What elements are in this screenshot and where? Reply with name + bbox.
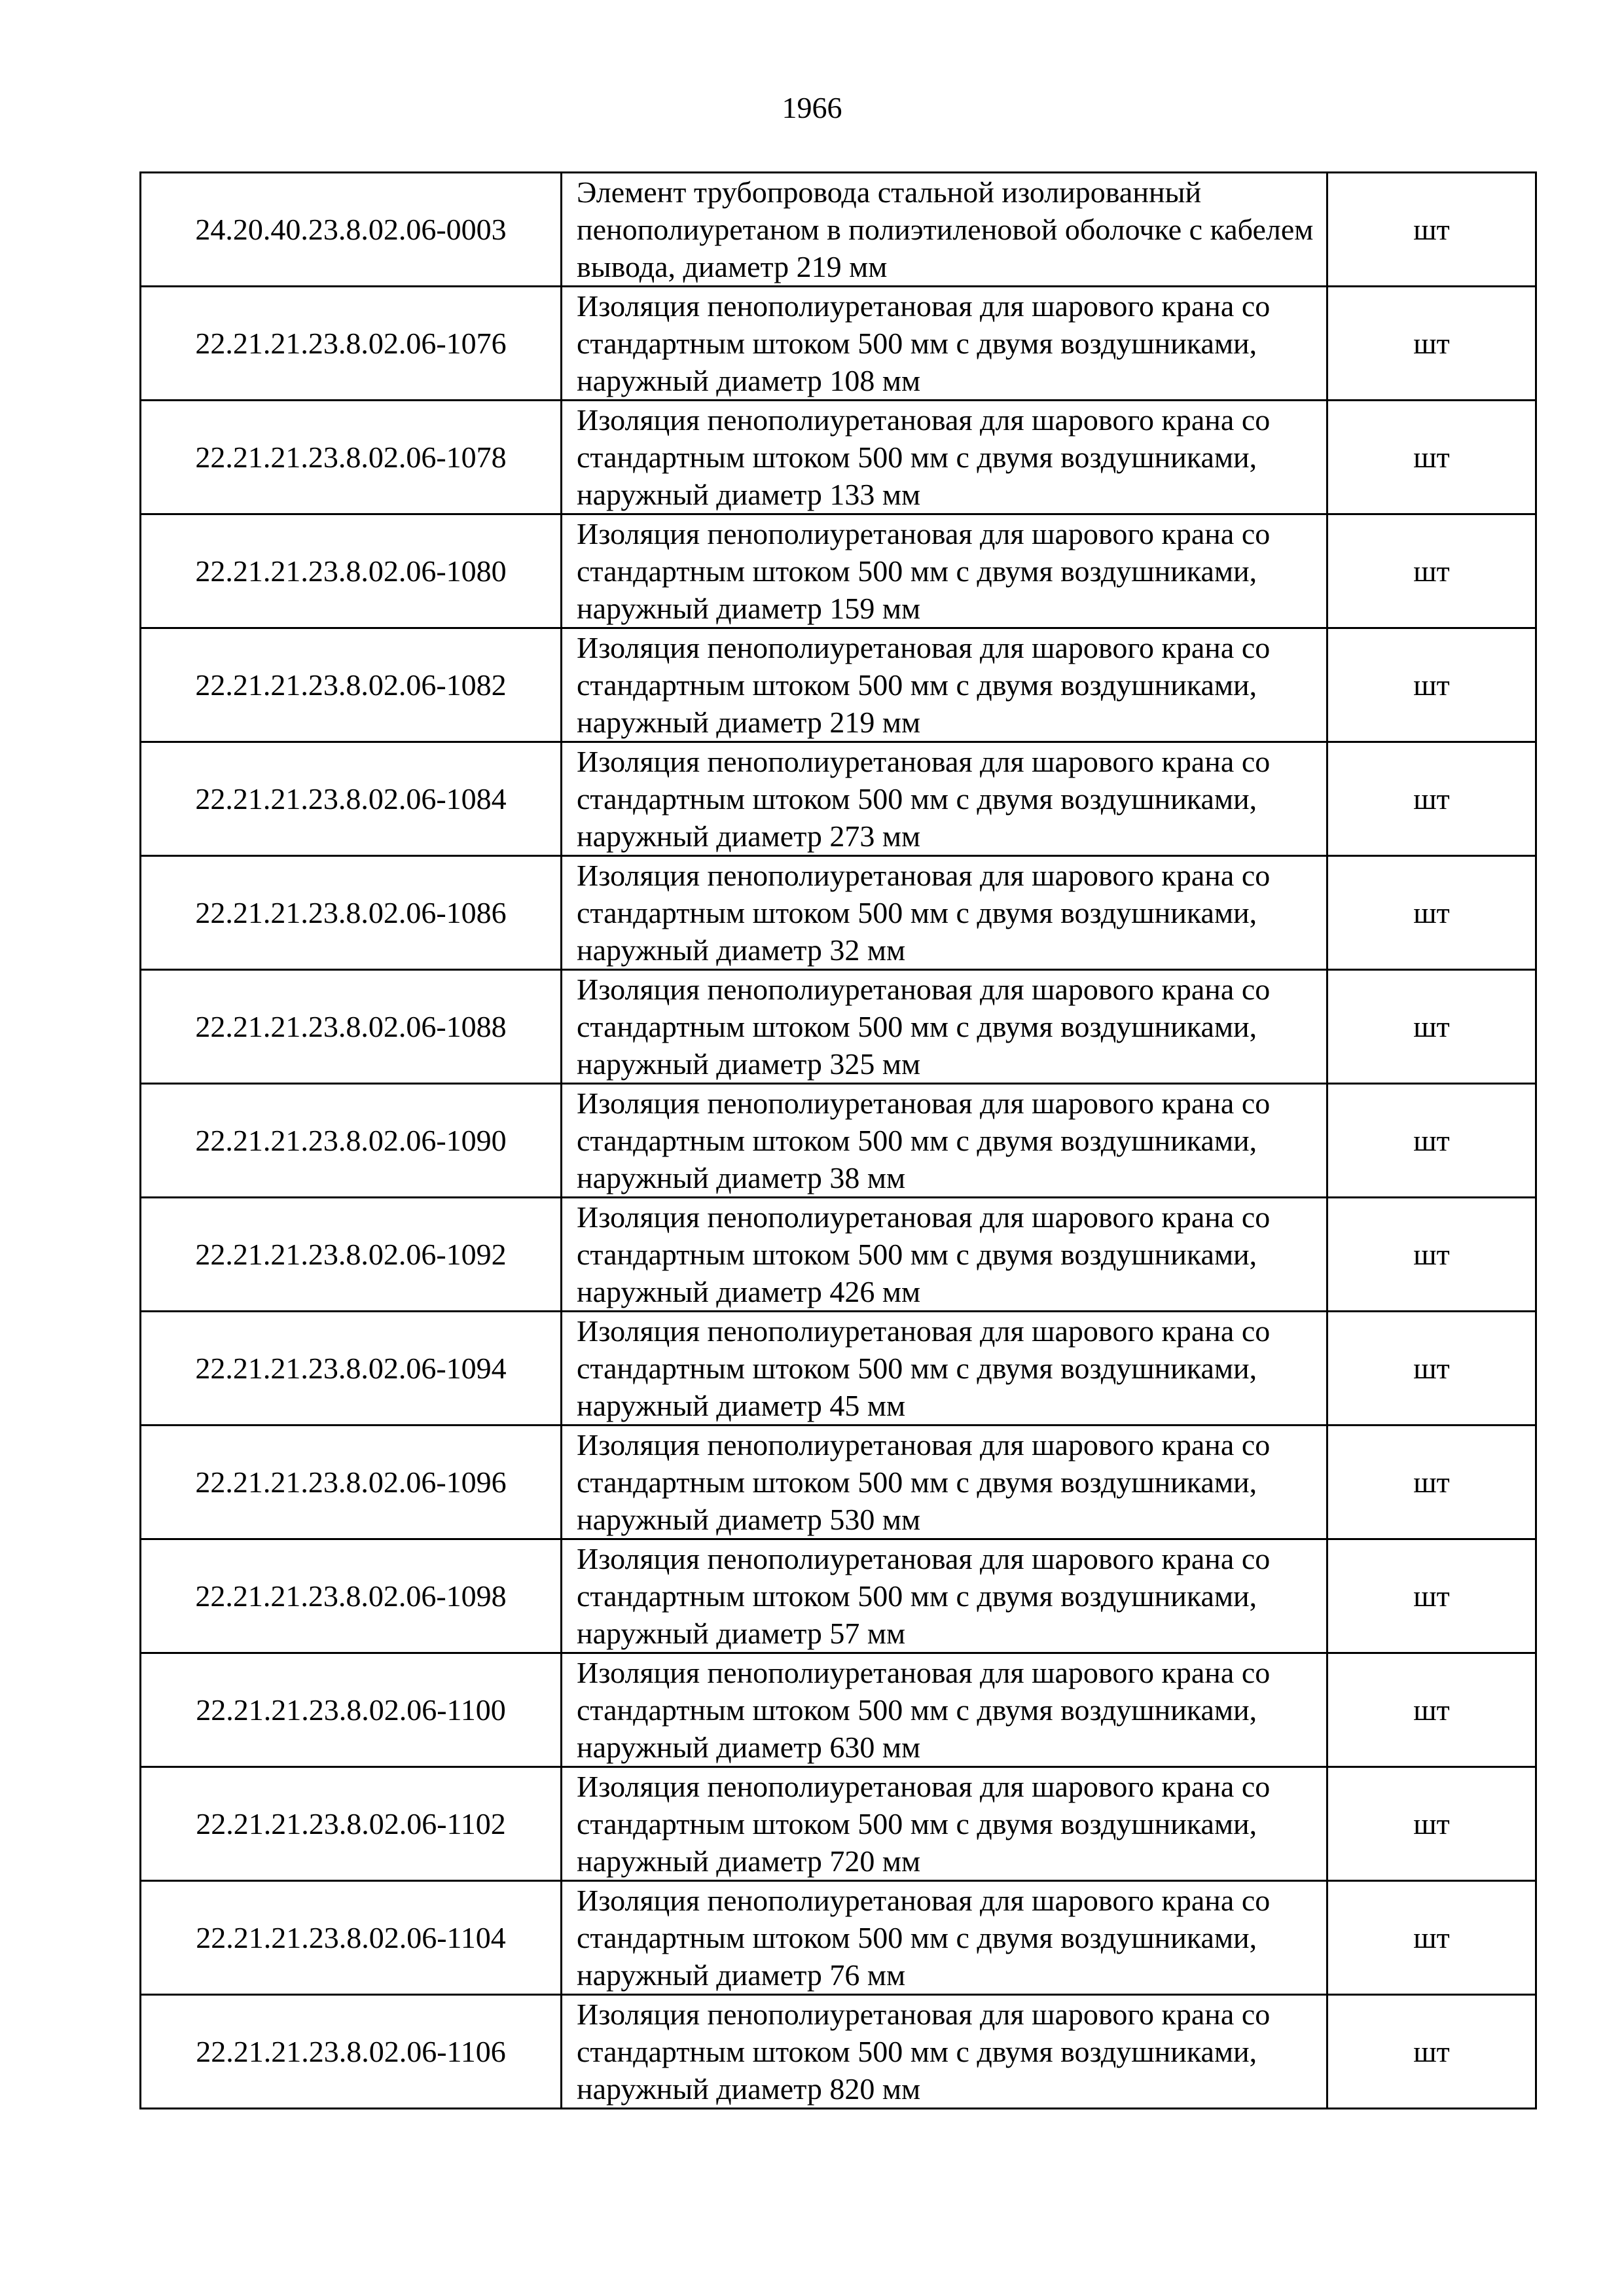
resource-code: 22.21.21.23.8.02.06-1078 — [141, 401, 562, 514]
page-number: 1966 — [782, 91, 842, 124]
table-row — [141, 742, 1536, 856]
resource-name: Изоляция пенополиуретановая для шарового крана со стандартным штоком 500 мм с двумя воздушниками, наружный диаметр 57 мм — [562, 1539, 1327, 1653]
resource-name: Элемент трубопровода стальной изолированный пенополиуретаном в полиэтиленовой оболочке с кабелем вывода, диаметр 219 мм — [562, 173, 1327, 287]
resource-unit: шт — [1327, 1539, 1536, 1653]
resource-code: 22.21.21.23.8.02.06-1086 — [141, 856, 562, 970]
resource-name: Изоляция пенополиуретановая для шарового крана со стандартным штоком 500 мм с двумя воздушниками, наружный диаметр 38 мм — [562, 1084, 1327, 1198]
table-row — [141, 1539, 1536, 1653]
resource-code: 22.21.21.23.8.02.06-1100 — [141, 1653, 562, 1767]
resource-name: Изоляция пенополиуретановая для шарового крана со стандартным штоком 500 мм с двумя воздушниками, наружный диаметр 630 мм — [562, 1653, 1327, 1767]
resource-unit: шт — [1327, 1312, 1536, 1426]
table-row — [141, 1653, 1536, 1767]
table-row — [141, 1084, 1536, 1198]
resource-name: Изоляция пенополиуретановая для шарового крана со стандартным штоком 500 мм с двумя воздушниками, наружный диаметр 159 мм — [562, 514, 1327, 628]
resource-name: Изоляция пенополиуретановая для шарового крана со стандартным штоком 500 мм с двумя воздушниками, наружный диаметр 32 мм — [562, 856, 1327, 970]
resource-code: 22.21.21.23.8.02.06-1084 — [141, 742, 562, 856]
resource-code: 22.21.21.23.8.02.06-1098 — [141, 1539, 562, 1653]
resource-name: Изоляция пенополиуретановая для шарового крана со стандартным штоком 500 мм с двумя воздушниками, наружный диаметр 530 мм — [562, 1426, 1327, 1539]
resource-name: Изоляция пенополиуретановая для шарового крана со стандартным штоком 500 мм с двумя воздушниками, наружный диаметр 325 мм — [562, 970, 1327, 1084]
resource-unit: шт — [1327, 1767, 1536, 1881]
table-row — [141, 1426, 1536, 1539]
resource-name: Изоляция пенополиуретановая для шарового крана со стандартным штоком 500 мм с двумя воздушниками, наружный диаметр 76 мм — [562, 1881, 1327, 1995]
resource-code: 22.21.21.23.8.02.06-1076 — [141, 287, 562, 401]
resource-code: 22.21.21.23.8.02.06-1106 — [141, 1995, 562, 2109]
resource-unit: шт — [1327, 1084, 1536, 1198]
resource-name: Изоляция пенополиуретановая для шарового крана со стандартным штоком 500 мм с двумя воздушниками, наружный диаметр 720 мм — [562, 1767, 1327, 1881]
resource-table — [139, 171, 1537, 2109]
table-row — [141, 970, 1536, 1084]
resource-unit: шт — [1327, 401, 1536, 514]
resource-name: Изоляция пенополиуретановая для шарового крана со стандартным штоком 500 мм с двумя воздушниками, наружный диаметр 426 мм — [562, 1198, 1327, 1312]
resource-code: 24.20.40.23.8.02.06-0003 — [141, 173, 562, 287]
table-row — [141, 1198, 1536, 1312]
resource-unit: шт — [1327, 1995, 1536, 2109]
resource-code: 22.21.21.23.8.02.06-1090 — [141, 1084, 562, 1198]
table-row — [141, 628, 1536, 742]
resource-code: 22.21.21.23.8.02.06-1102 — [141, 1767, 562, 1881]
resource-unit: шт — [1327, 1881, 1536, 1995]
resource-unit: шт — [1327, 742, 1536, 856]
resource-code: 22.21.21.23.8.02.06-1104 — [141, 1881, 562, 1995]
table-row — [141, 1312, 1536, 1426]
resource-code: 22.21.21.23.8.02.06-1088 — [141, 970, 562, 1084]
resource-name: Изоляция пенополиуретановая для шарового крана со стандартным штоком 500 мм с двумя воздушниками, наружный диаметр 133 мм — [562, 401, 1327, 514]
resource-name: Изоляция пенополиуретановая для шарового крана со стандартным штоком 500 мм с двумя воздушниками, наружный диаметр 273 мм — [562, 742, 1327, 856]
resource-unit: шт — [1327, 1653, 1536, 1767]
table-row — [141, 1995, 1536, 2109]
resource-code: 22.21.21.23.8.02.06-1080 — [141, 514, 562, 628]
resource-unit: шт — [1327, 1198, 1536, 1312]
resource-unit: шт — [1327, 628, 1536, 742]
table-row — [141, 1881, 1536, 1995]
table-row — [141, 1767, 1536, 1881]
table-row — [141, 514, 1536, 628]
table-row — [141, 856, 1536, 970]
resource-unit: шт — [1327, 514, 1536, 628]
resource-code: 22.21.21.23.8.02.06-1096 — [141, 1426, 562, 1539]
resource-name: Изоляция пенополиуретановая для шарового крана со стандартным штоком 500 мм с двумя воздушниками, наружный диаметр 219 мм — [562, 628, 1327, 742]
resource-unit: шт — [1327, 970, 1536, 1084]
resource-code: 22.21.21.23.8.02.06-1082 — [141, 628, 562, 742]
resource-unit: шт — [1327, 856, 1536, 970]
resource-unit: шт — [1327, 287, 1536, 401]
resource-name: Изоляция пенополиуретановая для шарового крана со стандартным штоком 500 мм с двумя воздушниками, наружный диаметр 820 мм — [562, 1995, 1327, 2109]
resource-name: Изоляция пенополиуретановая для шарового крана со стандартным штоком 500 мм с двумя воздушниками, наружный диаметр 45 мм — [562, 1312, 1327, 1426]
table-row — [141, 173, 1536, 287]
table-row — [141, 401, 1536, 514]
resource-code: 22.21.21.23.8.02.06-1092 — [141, 1198, 562, 1312]
resource-code: 22.21.21.23.8.02.06-1094 — [141, 1312, 562, 1426]
resource-unit: шт — [1327, 1426, 1536, 1539]
resource-unit: шт — [1327, 173, 1536, 287]
resource-name: Изоляция пенополиуретановая для шарового крана со стандартным штоком 500 мм с двумя воздушниками, наружный диаметр 108 мм — [562, 287, 1327, 401]
table-row — [141, 287, 1536, 401]
